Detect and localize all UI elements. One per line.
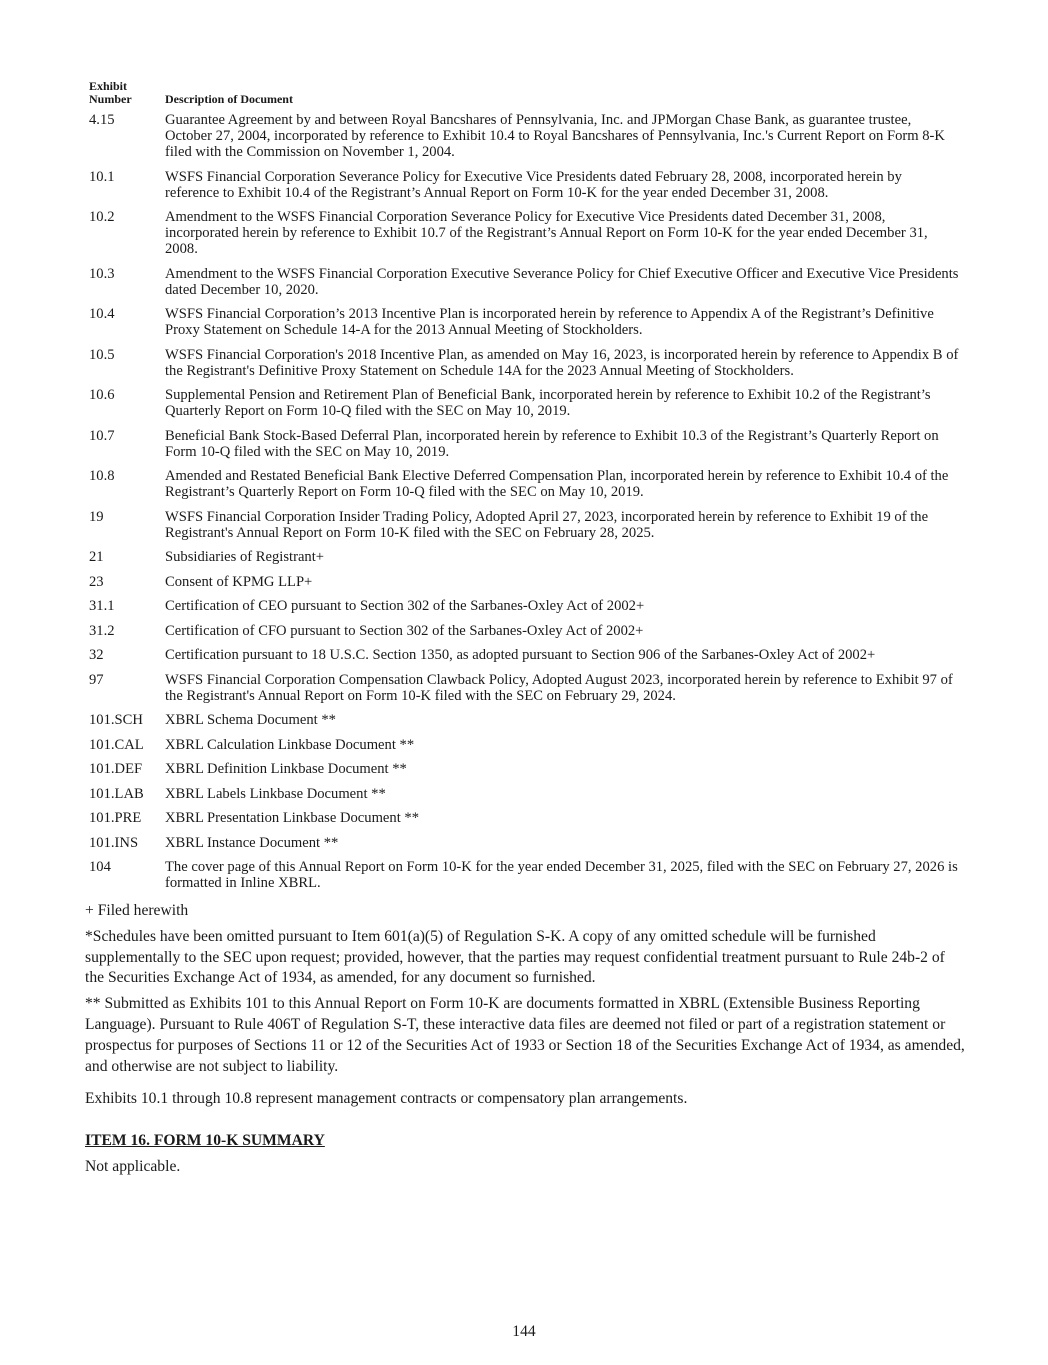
page-number: 144	[512, 1323, 536, 1340]
exhibit-description: Consent of KPMG LLP+	[165, 573, 313, 590]
exhibit-row	[85, 623, 965, 639]
exhibit-number: 101.DEF	[89, 761, 143, 777]
exhibit-row	[85, 737, 965, 753]
exhibit-number-header-line1: Exhibit	[89, 79, 128, 93]
exhibit-description: WSFS Financial Corporation Severance Policy for Executive Vice Presidents dated February 28, 2008, incorporated herein by reference to Exhibit 10.4 of the Registrant’s Annual Report on Form 10-K for the year ended December 31, 2008.	[165, 168, 902, 201]
exhibit-row	[85, 647, 965, 663]
item16-heading: ITEM 16. FORM 10-K SUMMARY	[85, 1132, 325, 1150]
exhibit-number: 10.4	[89, 306, 115, 322]
exhibit-number: 19	[89, 508, 104, 525]
exhibit-number: 104	[89, 859, 111, 875]
exhibit-row	[85, 112, 965, 160]
exhibit-number: 10.2	[89, 209, 115, 225]
exhibit-description: XBRL Presentation Linkbase Document **	[165, 810, 419, 826]
exhibit-row	[85, 209, 965, 257]
compensatory-plans-note: Exhibits 10.1 through 10.8 represent management contracts or compensatory plan arrangements.	[85, 1090, 688, 1108]
exhibit-number: 10.6	[89, 387, 115, 403]
exhibit-row	[85, 835, 965, 851]
xbrl-submission-note: ** Submitted as Exhibits 101 to this Annual Report on Form 10-K are documents formatted in XBRL (Extensible Business Reporting Language). Pursuant to Rule 406T of Regulation S-T, these interactive data files are deemed not filed or part of a registration statement or prospectus for purposes of Sections 11 or 12 of the Securities Act of 1933 or Section 18 of the Securities Exchange Act of 1934, as amended, and otherwise are not subject to liability.	[85, 995, 965, 1075]
exhibit-row	[85, 672, 965, 704]
exhibit-description: WSFS Financial Corporation’s 2013 Incentive Plan is incorporated herein by reference to Appendix A of the Registrant’s Definitive Proxy Statement on Schedule 14-A for the 2013 Annual Meeting of Stockholders.	[165, 306, 934, 338]
exhibit-row	[85, 859, 965, 891]
exhibit-row	[85, 509, 965, 541]
exhibit-description: WSFS Financial Corporation Compensation Clawback Policy, Adopted August 2023, incorporated herein by reference to Exhibit 97 of the Registrant's Annual Report on Form 10-K filed with the SEC on February 29, 2024.	[165, 671, 953, 704]
exhibit-number-header-line2: Number	[89, 92, 132, 106]
exhibit-description: Guarantee Agreement by and between Royal Bancshares of Pennsylvania, Inc. and JPMorgan Chase Bank, as guarantee trustee, October 27, 2004, incorporated by reference to Exhibit 10.4 to Royal Bancshares of Pennsylvania, Inc.'s Current Report on Form 8-K filed with the Commission on November 1, 2004.	[165, 112, 945, 160]
exhibit-description: Amendment to the WSFS Financial Corporation Severance Policy for Executive Vice Presidents dated December 31, 2008, incorporated herein by reference to Exhibit 10.7 of the Registrant’s Annual Report on Form 10-K for the year ended December 31, 2008.	[165, 209, 928, 257]
exhibit-number: 101.CAL	[89, 736, 144, 753]
exhibit-row	[85, 387, 965, 419]
exhibit-number: 10.5	[89, 346, 115, 363]
exhibit-description: WSFS Financial Corporation's 2018 Incentive Plan, as amended on May 16, 2023, is incorporated herein by reference to Appendix B of the Registrant's Definitive Proxy Statement on Schedule 14A for the 2023 Annual Meeting of Stockholders.	[165, 346, 959, 379]
description-header: Description of Document	[165, 92, 293, 106]
exhibit-description: XBRL Schema Document **	[165, 712, 336, 728]
filed-herewith-note: + Filed herewith	[85, 902, 189, 919]
exhibit-description: Amendment to the WSFS Financial Corporation Executive Severance Policy for Chief Executive Officer and Executive Vice Presidents dated December 10, 2020.	[165, 265, 959, 298]
exhibit-number: 101.LAB	[89, 785, 144, 802]
exhibit-number: 10.7	[89, 427, 115, 444]
exhibit-number: 21	[89, 549, 104, 565]
exhibit-number: 4.15	[89, 112, 115, 128]
exhibit-number: 10.3	[89, 265, 115, 282]
exhibit-row	[85, 810, 965, 826]
exhibit-number: 10.1	[89, 168, 115, 185]
document-page	[85, 80, 965, 1176]
exhibit-number-header	[85, 80, 165, 106]
exhibit-number: 10.8	[89, 468, 115, 484]
exhibit-row	[85, 712, 965, 728]
exhibit-description: Certification pursuant to 18 U.S.C. Section 1350, as adopted pursuant to Section 906 of the Sarbanes-Oxley Act of 2002+	[165, 647, 876, 663]
exhibit-description: Amended and Restated Beneficial Bank Elective Deferred Compensation Plan, incorporated herein by reference to Exhibit 10.4 of the Registrant’s Quarterly Report on Form 10-Q filed with the SEC on May 10, 2019.	[165, 468, 949, 500]
exhibit-row	[85, 574, 965, 590]
exhibit-description: XBRL Calculation Linkbase Document **	[165, 736, 415, 753]
exhibit-row	[85, 169, 965, 201]
exhibit-number: 31.1	[89, 598, 115, 614]
exhibit-number: 31.2	[89, 622, 115, 639]
exhibit-list	[85, 112, 965, 891]
exhibit-notes	[85, 901, 965, 1110]
exhibit-row	[85, 266, 965, 298]
exhibit-description: Certification of CFO pursuant to Section 302 of the Sarbanes-Oxley Act of 2002+	[165, 622, 644, 639]
exhibit-row	[85, 468, 965, 500]
schedules-omitted-note: *Schedules have been omitted pursuant to Item 601(a)(5) of Regulation S-K. A copy of any omitted schedule will be furnished supplementally to the SEC upon request; provided, however, that the parties may request confidential treatment pursuant to Rule 24b-2 of the Securities Exchange Act of 1934, as amended, for any document so furnished.	[85, 927, 945, 987]
exhibit-description: Beneficial Bank Stock-Based Deferral Plan, incorporated herein by reference to Exhibit 10.3 of the Registrant’s Quarterly Report on Form 10-Q filed with the SEC on May 10, 2019.	[165, 427, 939, 460]
exhibit-row	[85, 428, 965, 460]
exhibit-row	[85, 761, 965, 777]
exhibit-number: 32	[89, 647, 104, 663]
exhibit-description: XBRL Definition Linkbase Document **	[165, 761, 407, 777]
exhibit-row	[85, 598, 965, 614]
exhibit-table-header	[85, 80, 965, 106]
exhibit-number: 101.INS	[89, 834, 139, 851]
exhibit-row	[85, 347, 965, 379]
exhibit-row	[85, 549, 965, 565]
exhibit-row	[85, 786, 965, 802]
exhibit-number: 101.SCH	[89, 712, 143, 728]
exhibit-description: XBRL Instance Document **	[165, 834, 339, 851]
exhibit-description: Certification of CEO pursuant to Section 302 of the Sarbanes-Oxley Act of 2002+	[165, 598, 645, 614]
exhibit-row	[85, 306, 965, 338]
exhibit-number: 101.PRE	[89, 810, 142, 826]
exhibit-description: XBRL Labels Linkbase Document **	[165, 785, 386, 802]
exhibit-description: Subsidiaries of Registrant+	[165, 549, 325, 565]
exhibit-number: 97	[89, 671, 104, 688]
exhibit-description: Supplemental Pension and Retirement Plan of Beneficial Bank, incorporated herein by reference to Exhibit 10.2 of the Registrant’s Quarterly Report on Form 10-Q filed with the SEC on May 10, 2019.	[165, 387, 931, 419]
exhibit-description: The cover page of this Annual Report on Form 10-K for the year ended December 31, 2025, filed with the SEC on February 27, 2026 is formatted in Inline XBRL.	[165, 859, 958, 891]
exhibit-description: WSFS Financial Corporation Insider Trading Policy, Adopted April 27, 2023, incorporated herein by reference to Exhibit 19 of the Registrant's Annual Report on Form 10-K filed with the SEC on February 28, 2025.	[165, 508, 929, 541]
exhibit-number: 23	[89, 573, 104, 590]
item16-body: Not applicable.	[85, 1158, 181, 1176]
